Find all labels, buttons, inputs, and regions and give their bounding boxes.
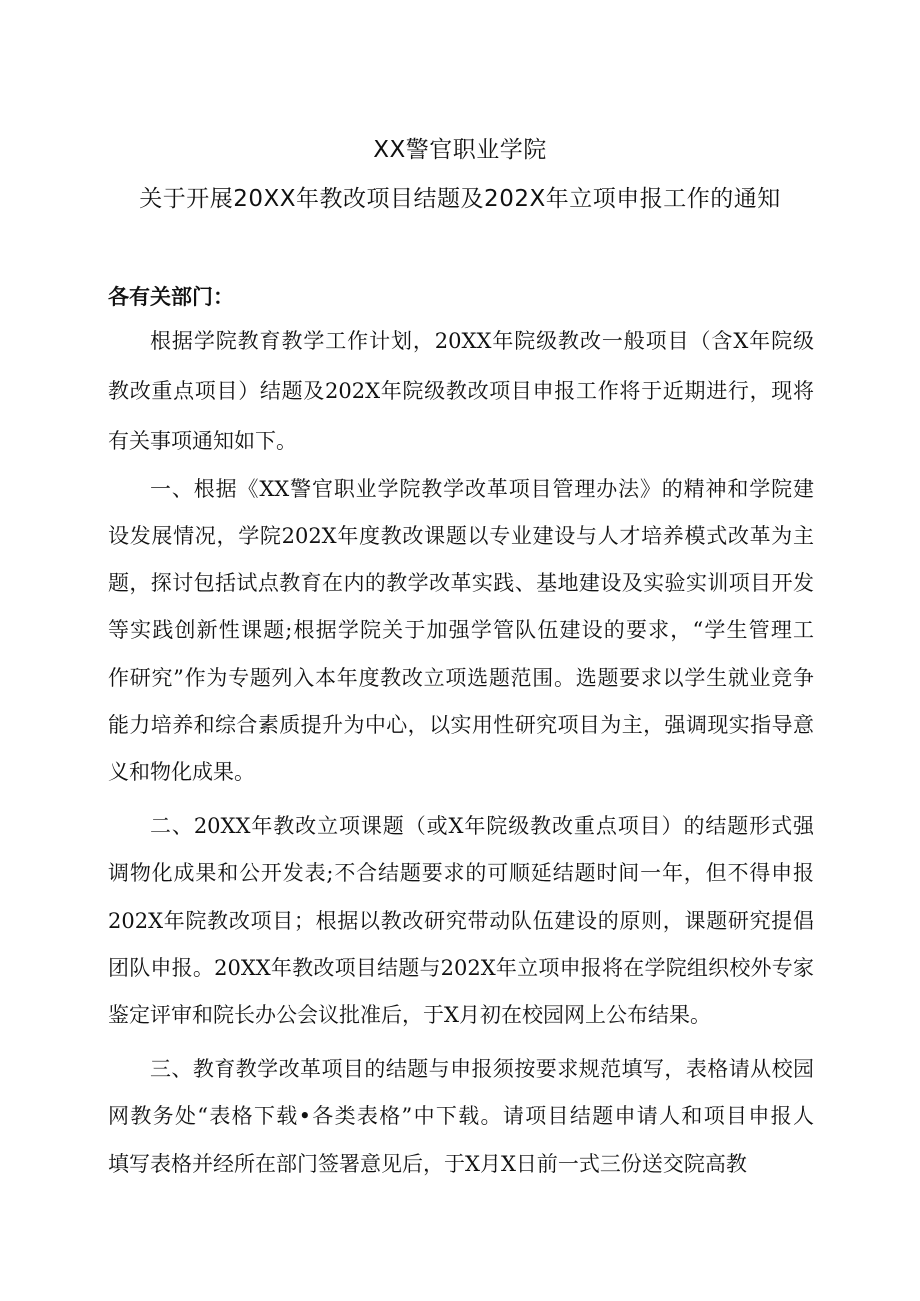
paragraph-4-line-3: 填写表格并经所在部门签署意见后，于X月X日前一式三份送交院高教 [108,1152,747,1176]
paragraph-2-line-5: 作研究”作为专题列入本年度教改立项选题范围。选题要求以学生就业竞争 [108,666,814,690]
paragraph-3-line-4: 团队申报。20XX年教改项目结题与202X年立项申报将在学院组织校外专家 [108,956,814,980]
paragraph-3-line-3: 202X年院教改项目；根据以教改研究带动队伍建设的原则，课题研究提倡 [108,909,814,933]
paragraph-2-line-7: 义和物化成果。 [108,760,255,784]
paragraph-3-line-1: 二、20XX年教改立项课题（或X年院级教改重点项目）的结题形式强 [150,814,814,838]
paragraph-2-line-1: 一、根据《XX警官职业学院教学改革项目管理办法》的精神和学院建 [150,477,814,501]
paragraph-3-line-2: 调物化成果和公开发表;不合结题要求的可顺延结题时间一年，但不得申报 [108,861,814,885]
paragraph-2-line-4: 等实践创新性课题;根据学院关于加强学管队伍建设的要求，“学生管理工 [108,618,814,642]
paragraph-1-line-1: 根据学院教育教学工作计划，20XX年院级教改一般项目（含X年院级 [150,329,814,353]
salutation: 各有关部门： [108,285,234,309]
paragraph-1-line-2: 教改重点项目）结题及202X年院级教改项目申报工作将于近期进行，现将 [108,379,814,403]
paragraph-2-line-2: 设发展情况，学院202X年度教改课题以专业建设与人才培养模式改革为主 [108,524,814,548]
paragraph-3-line-5: 鉴定评审和院长办公会议批准后，于X月初在校园网上公布结果。 [108,1003,711,1027]
paragraph-1-line-3: 有关事项通知如下。 [108,429,297,453]
paragraph-2-line-6: 能力培养和综合素质提升为中心，以实用性研究项目为主，强调现实指导意 [108,713,814,737]
paragraph-2-line-3: 题，探讨包括试点教育在内的教学改革实践、基地建设及实验实训项目开发 [108,571,814,595]
document-title-notice: 关于开展20XX年教改项目结题及202X年立项申报工作的通知 [139,186,781,212]
paragraph-4-line-1: 三、教育教学改革项目的结题与申报须按要求规范填写，表格请从校园 [150,1057,814,1081]
paragraph-4-line-2: 网教务处“表格下载•各类表格”中下载。请项目结题申请人和项目申报人 [108,1104,814,1128]
document-title-institution: XX警官职业学院 [373,137,547,163]
